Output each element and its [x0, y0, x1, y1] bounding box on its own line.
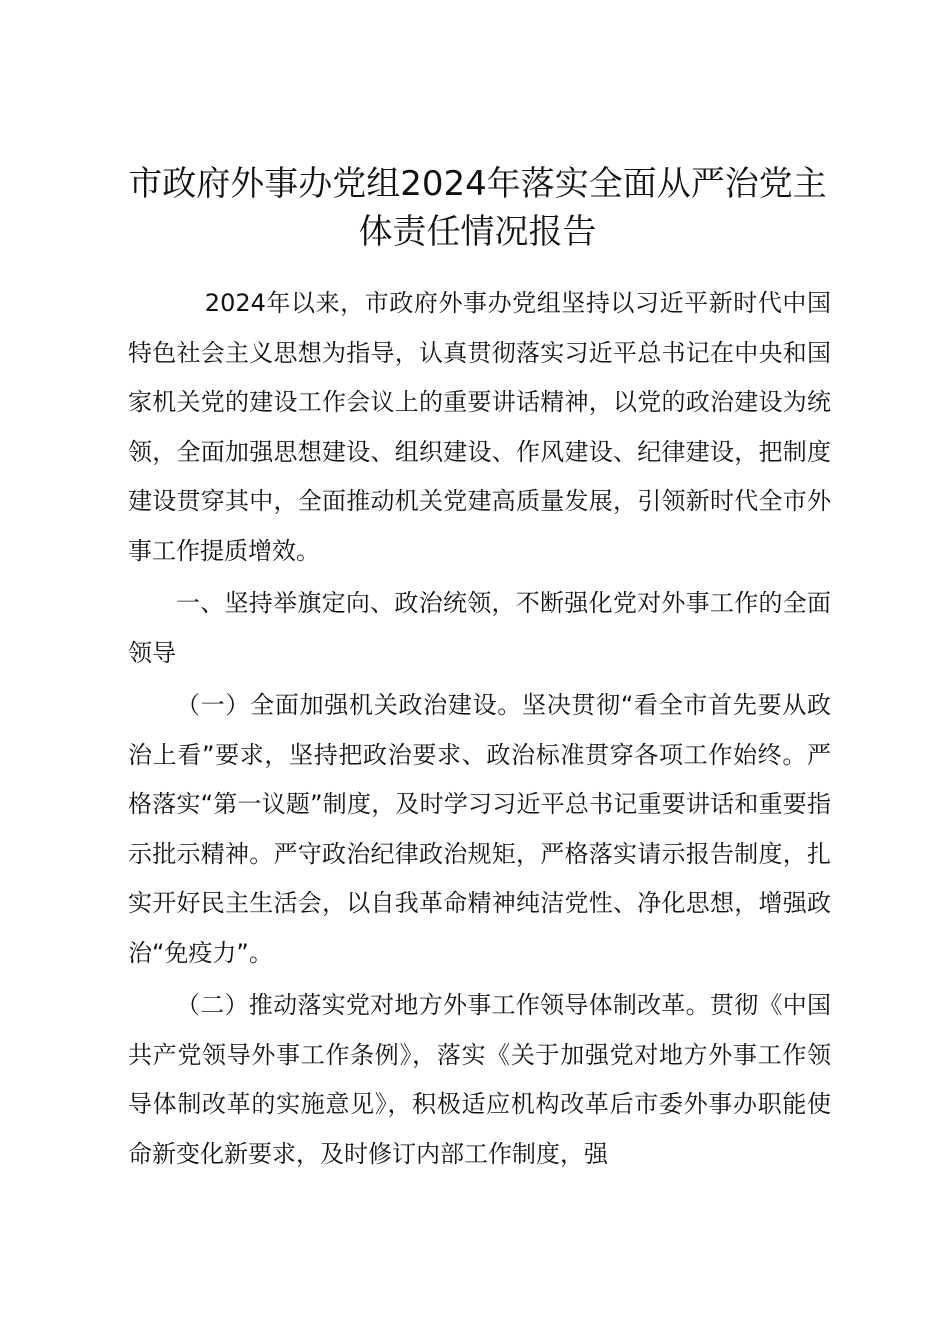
- section-1-item-1: （一）全面加强机关政治建设。坚决贯彻“看全市首先要从政治上看”要求，坚持把政治要求、政治标准贯穿各项工作始终。严格落实“第一议题”制度，及时学习习近平总书记重要讲话和重要指示批示精神。严守政治纪律政治规矩，严格落实请示报告制度，扎实开好民主生活会，以自我革命精神纯洁党性、净化思想，增强政治“免疫力”。: [128, 691, 831, 967]
- intro-paragraph: 2024年以来，市政府外事办党组坚持以习近平新时代中国特色社会主义思想为指导，认真贯彻落实习近平总书记在中央和国家机关党的建设工作会议上的重要讲话精神，以党的政治建设为统领，全面加强思想建设、组织建设、作风建设、纪律建设，把制度建设贯穿其中，全面推动机关党建高质量发展，引领新时代全市外事工作提质增效。: [128, 289, 831, 565]
- section-heading-1: 一、坚持举旗定向、政治统领，不断强化党对外事工作的全面领导: [128, 589, 831, 667]
- section-1-item-2: （二）推动落实党对地方外事工作领导体制改革。贯彻《中国共产党领导外事工作条例》，落实《关于加强党对地方外事工作领导体制改革的实施意见》，积极适应机构改革后市委外事办职能使命新变化新要求，及时修订内部工作制度，强: [128, 991, 831, 1168]
- document-title: 市政府外事办党组2024年落实全面从严治党主体责任情况报告: [128, 164, 827, 252]
- document-body: [128, 279, 831, 1179]
